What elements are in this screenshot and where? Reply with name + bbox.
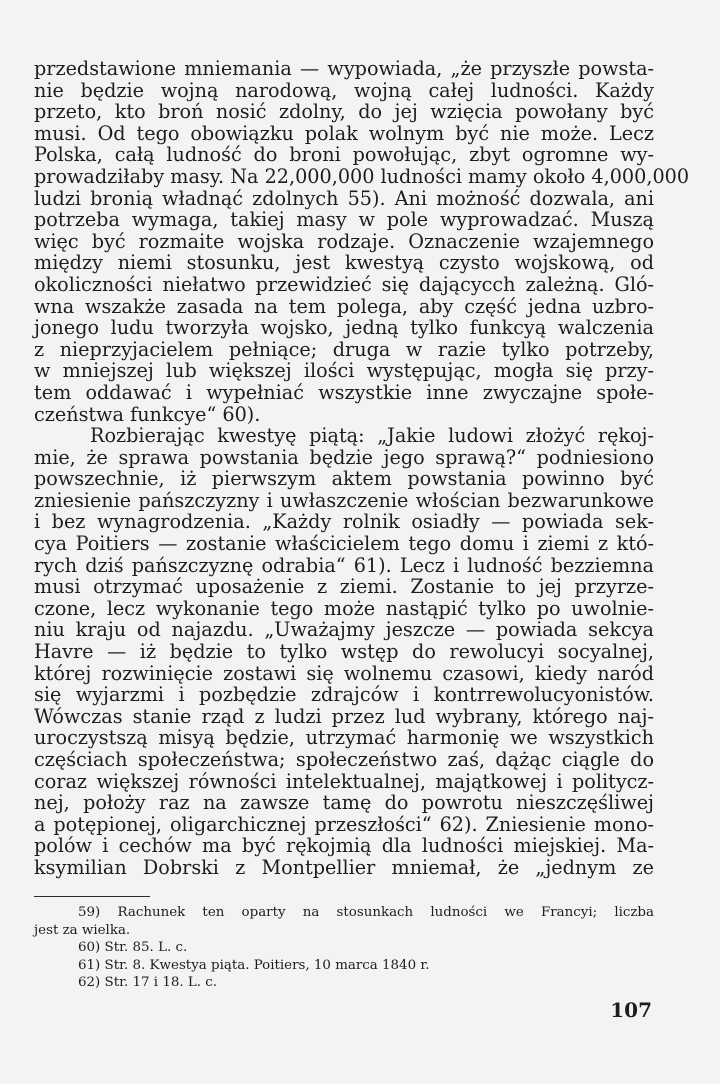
text-line: prowadziłaby masy. Na 22,000,000 ludności mamy około 4,000,000 xyxy=(34,164,690,188)
text-line: polów i cechów ma być rękojmią dla ludności miejskiej. Ma- xyxy=(34,834,654,858)
footnote-59: 59) Rachunek ten oparty na stosunkach ludności we Francyi; liczba xyxy=(78,905,654,920)
text-line: powszechnie, iż pierwszym aktem powstania powinno być xyxy=(34,467,654,491)
text-line: jonego ludu tworzyła wojsko, jedną tylko funkcyą walczenia xyxy=(34,316,654,340)
footnote-61: 61) Str. 8. Kwestya piąta. Poitiers, 10 marca 1840 r. xyxy=(78,957,430,973)
text-line: nej, położy raz na zawsze tamę do powrotu nieszczęśliwej xyxy=(34,791,654,815)
text-line: czeństwa funkcye“ 60). xyxy=(34,402,261,426)
text-line: częściach społeczeństwa; społeczeństwo zaś, dążąc ciągle do xyxy=(34,748,654,771)
text-line: ksymilian Dobrski z Montpellier mniemał, że „jednym ze xyxy=(34,855,654,879)
text-line: nie będzie wojną narodową, wojną całej ludności. Każdy xyxy=(34,78,654,102)
text-line: której rozwinięcie zostawi się wolnemu czasowi, kiedy naród xyxy=(34,661,654,685)
body-text xyxy=(34,57,690,879)
text-line: tem oddawać i wypełniać wszystkie inne zwyczajne społe- xyxy=(34,380,654,404)
footnote-60: 60) Str. 85. L. c. xyxy=(78,940,188,956)
text-line: potrzeba wymaga, takiej masy w pole wyprowadzać. Muszą xyxy=(34,208,654,232)
text-line: rych dziś pańszczyznę odrabia“ 61). Lecz i ludność bezziemna xyxy=(34,553,654,577)
text-line: uroczystszą misyą będzie, utrzymać harmonię we wszystkich xyxy=(34,726,654,750)
text-line: czone, lecz wykonanie tego może nastąpić tylko po uwolnie- xyxy=(34,596,654,620)
text-line: Polska, całą ludność do broni powołując, zbyt ogromne wy- xyxy=(34,143,654,167)
text-line: musi. Od tego obowiązku polak wolnym być nie może. Lecz xyxy=(34,121,654,145)
text-line: mie, że sprawa powstania będzie jego sprawą?“ podniesiono xyxy=(34,445,654,469)
footnotes xyxy=(34,904,654,992)
text-line: zniesienie pańszczyzny i uwłaszczenie włościan bezwarunkowe xyxy=(34,488,654,512)
text-line: przeto, kto broń nosić zdolny, do jej wzięcia powołany być xyxy=(34,100,654,124)
text-line: musi otrzymać uposażenie z ziemi. Zostanie to jej przyrze- xyxy=(34,575,654,599)
text-line: Havre — iż będzie to tylko wstęp do rewolucyi socyalnej, xyxy=(34,640,654,664)
footnote-59-continuation: jest za wielka. xyxy=(34,922,131,938)
text-line: więc być rozmaite wojska rodzaje. Oznaczenie wzajemnego xyxy=(34,229,654,253)
footnote-62: 62) Str. 17 i 18. L. c. xyxy=(78,975,218,991)
text-line: z nieprzyjacielem pełniące; druga w razie tylko potrzeby, xyxy=(34,337,654,361)
page-number: 107 xyxy=(610,998,652,1022)
text-line: w mniejszej lub większej ilości występując, mogła się przy- xyxy=(34,359,654,383)
text-line: i bez wynagrodzenia. „Każdy rolnik osiadły — powiada sek- xyxy=(34,510,654,534)
text-line: Wówczas stanie rząd z ludzi przez lud wybrany, którego naj- xyxy=(34,704,654,728)
text-line: się wyjarzmi i pozbędzie zdrajców i kontrrewolucyonistów. xyxy=(34,683,654,707)
paragraph-start-line: Rozbierając kwestyę piątą: „Jakie ludowi złożyć rękoj- xyxy=(90,424,654,448)
text-line: coraz większej równości intelektualnej, majątkowej i politycz- xyxy=(34,769,654,793)
text-line: przedstawione mniemania — wypowiada, „że przyszłe powsta- xyxy=(34,57,654,80)
text-line: okoliczności niełatwo przewidzieć się dającycch zależną. Gló- xyxy=(34,272,654,296)
text-line: ludzi bronią władnąć zdolnych 55). Ani możność dozwala, ani xyxy=(34,186,654,210)
text-line: cya Poitiers — zostanie właścicielem tego domu i ziemi z któ- xyxy=(34,532,654,556)
text-line: wna wszakże zasada na tem polega, aby część jedna uzbro- xyxy=(34,294,654,318)
text-line: niu kraju od najazdu. „Uważajmy jeszcze — powiada sekcya xyxy=(34,618,654,642)
text-line: a potępionej, oligarchicznej przeszłości“ 62). Zniesienie mono- xyxy=(34,812,654,836)
text-line: między niemi stosunku, jest kwestyą czysto wojskową, od xyxy=(34,251,654,275)
footnote-divider xyxy=(34,896,150,897)
